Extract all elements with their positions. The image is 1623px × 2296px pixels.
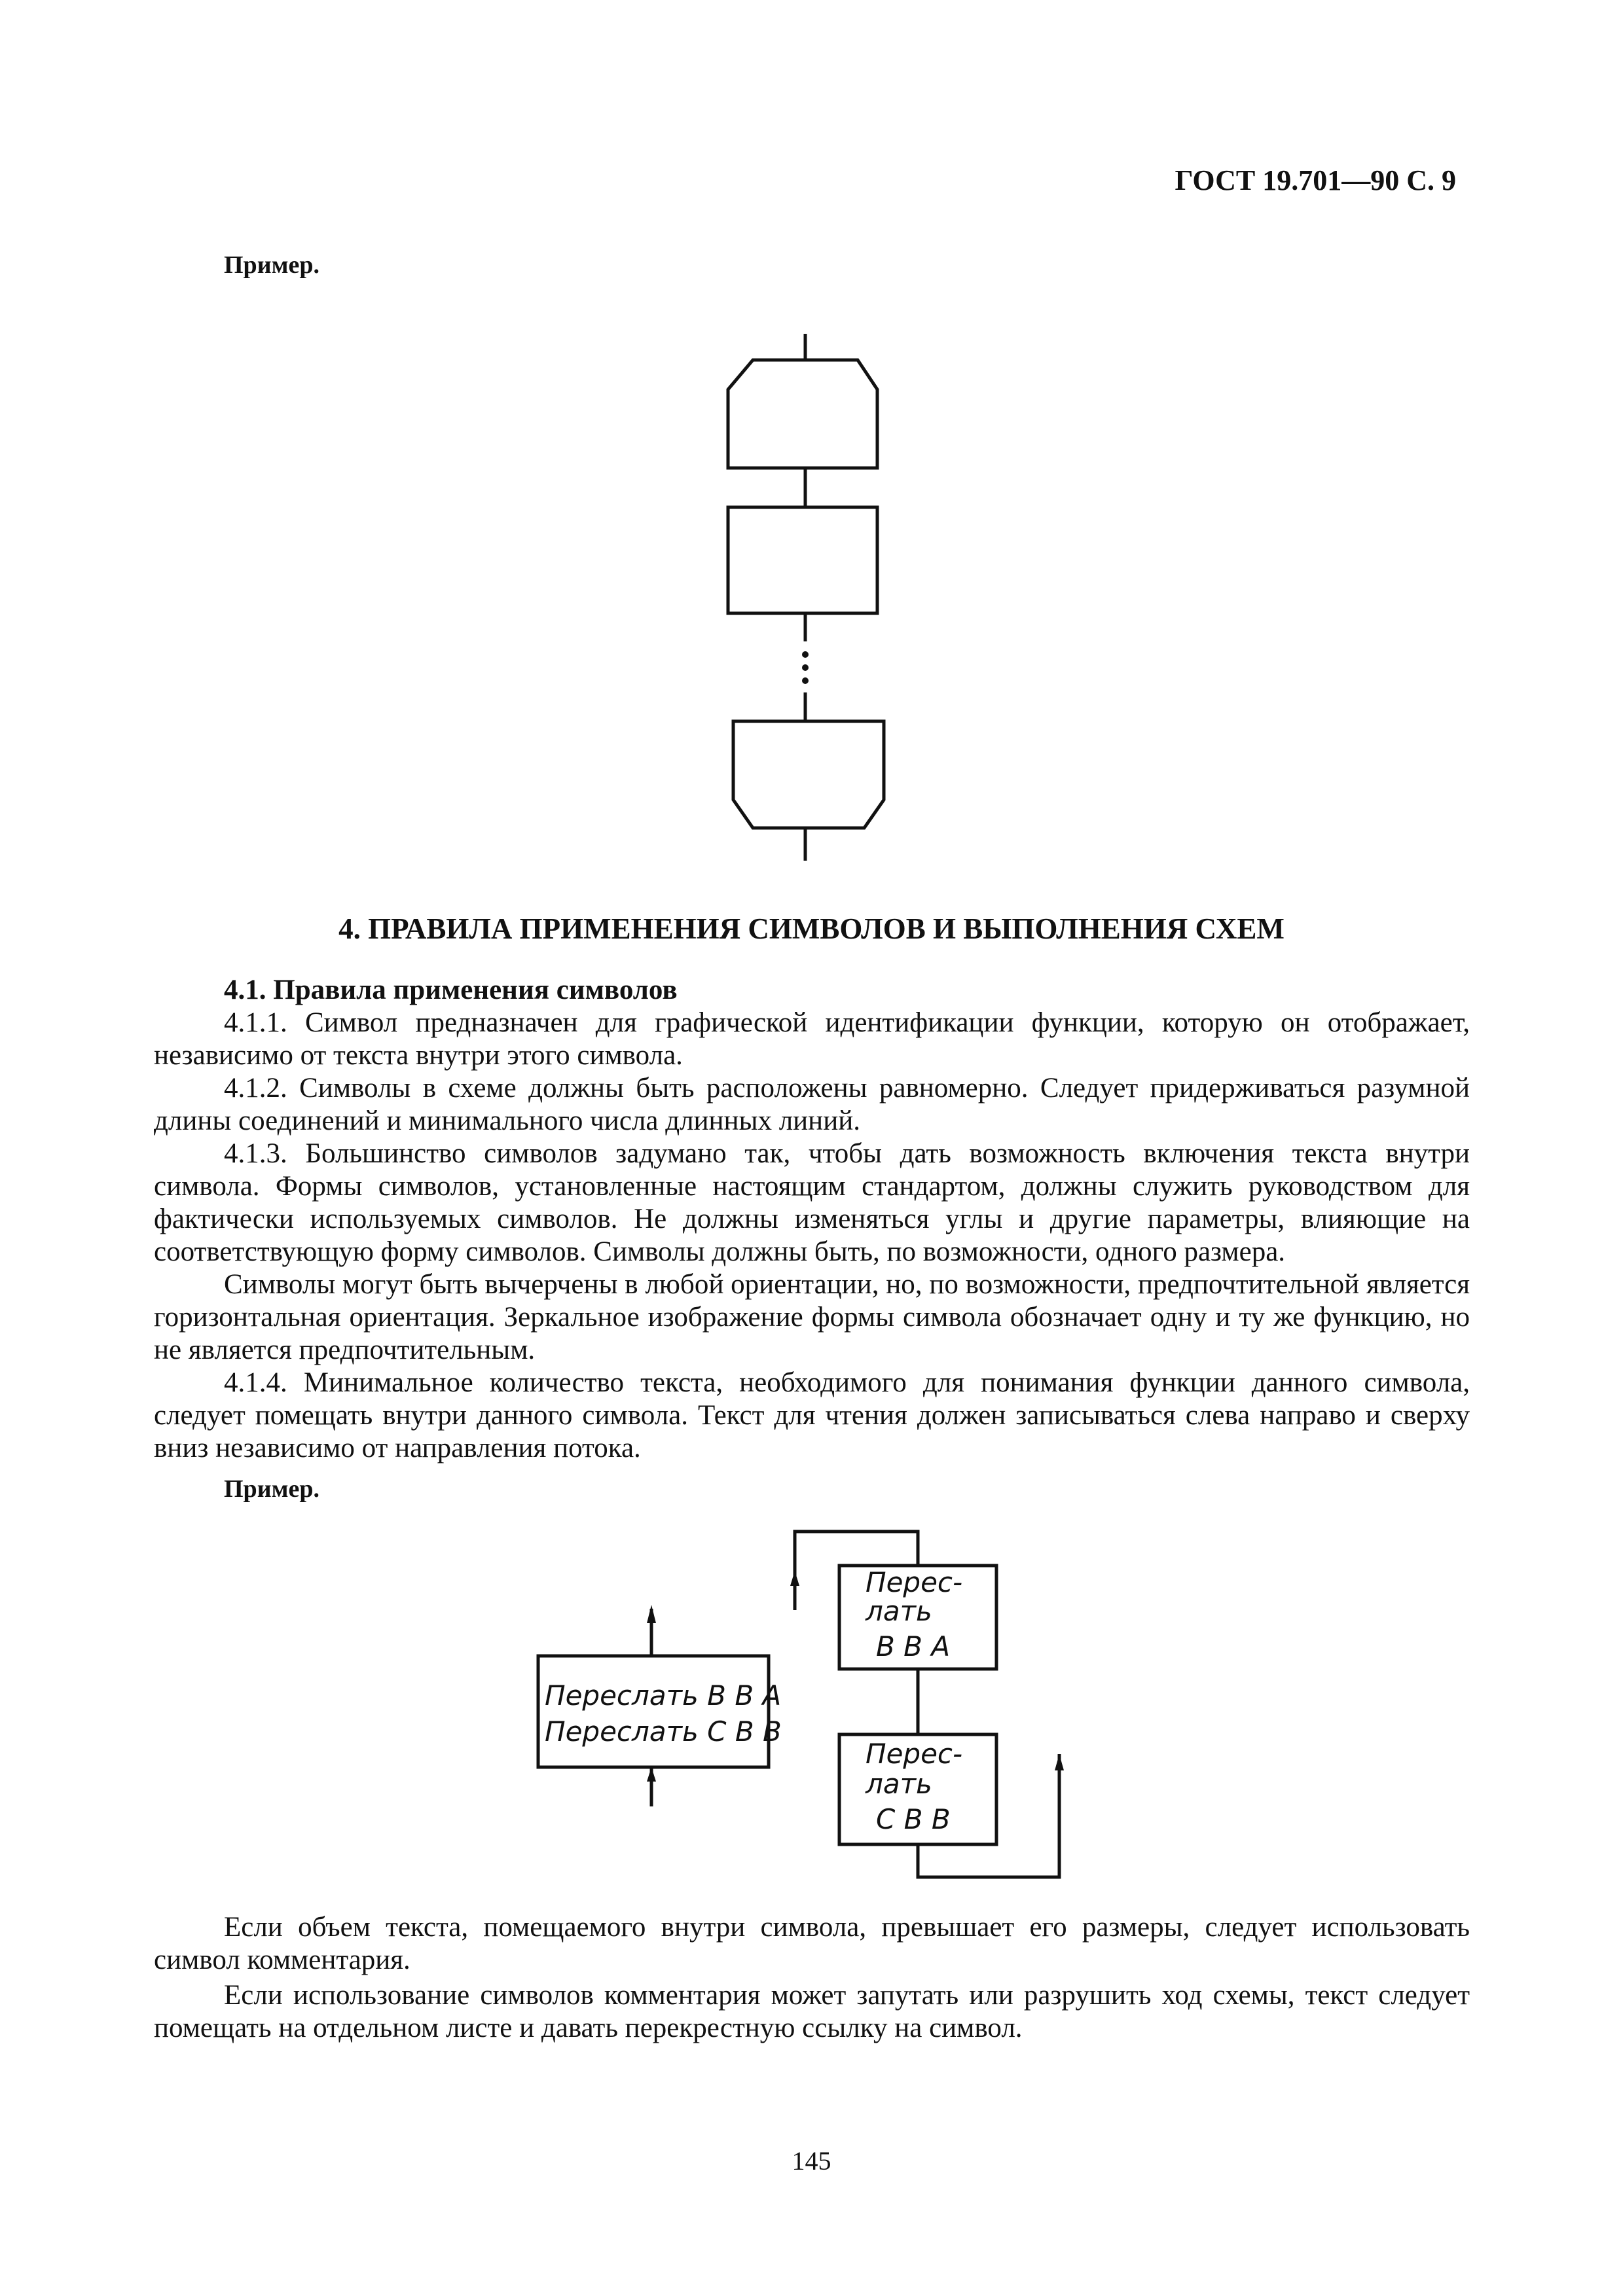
- subsection-title: 4.1. Правила применения символов: [224, 975, 678, 1005]
- big-box-line-2: Переслать С В В: [545, 1715, 782, 1748]
- main-text: [154, 974, 1470, 1465]
- bottom-box-line-3: С В В: [876, 1803, 951, 1835]
- paragraph-4-1-1: 4.1.1. Символ предназначен для графической идентификации функции, которую он отображает, независимо от текста внутри этого символа.: [154, 1007, 1470, 1071]
- loop-start-symbol: [728, 360, 877, 468]
- top-box-line-2: лать: [866, 1595, 932, 1627]
- example-label-2: Пример.: [224, 1475, 319, 1503]
- loop-end-symbol: [733, 721, 884, 828]
- page-header: ГОСТ 19.701—90 С. 9: [1175, 164, 1456, 196]
- ellipsis-dots: [802, 651, 809, 684]
- loop-limit-diagram: [714, 327, 910, 877]
- big-box-line-1: Переслать В В А: [545, 1679, 782, 1712]
- page-number: 145: [792, 2146, 831, 2176]
- bottom-box-line-1: Перес-: [866, 1738, 963, 1770]
- paragraph-cross-reference: Если использование символов комментария может запутать или разрушить ход схемы, текст следует помещать на отдельном листе и давать перекрестную ссылку на символ.: [154, 1980, 1470, 2043]
- section-title: 4. ПРАВИЛА ПРИМЕНЕНИЯ СИМВОЛОВ И ВЫПОЛНЕНИЯ СХЕМ: [338, 912, 1285, 945]
- text-in-symbols-diagram: [530, 1518, 1106, 1885]
- bottom-text: [154, 1911, 1470, 2045]
- process-symbol: [728, 507, 877, 613]
- top-box-line-3: В В А: [876, 1630, 951, 1662]
- bottom-box-line-2: лать: [866, 1768, 932, 1800]
- big-process-box: [538, 1656, 769, 1767]
- paragraph-4-1-4: 4.1.4. Минимальное количество текста, необходимого для понимания функции данного символа, следует помещать внутри данного символа. Текст для чтения должен записываться слева направо и сверху вниз независимо от направления потока.: [154, 1367, 1470, 1463]
- paragraph-4-1-3: 4.1.3. Большинство символов задумано так, чтобы дать возможность включения текста внутри символа. Формы символов, установленные настоящим стандартом, должны служить руководством для фактически используемых символов. Не должны изменяться углы и другие параметры, влияющие на соответствующую форму символов. Символы должны быть, по возможности, одного размера.: [154, 1138, 1470, 1267]
- paragraph-4-1-2: 4.1.2. Символы в схеме должны быть расположены равномерно. Следует придерживаться разумной длины соединений и минимального числа длинных линий.: [154, 1073, 1470, 1136]
- paragraph-comment-symbol: Если объем текста, помещаемого внутри символа, превышает его размеры, следует использовать символ комментария.: [154, 1912, 1470, 1975]
- paragraph-orientation: Символы могут быть вычерчены в любой ориентации, но, по возможности, предпочтительной является горизонтальная ориентация. Зеркальное изображение формы символа обозначает одну и ту же функцию, но не является предпочтительным.: [154, 1269, 1470, 1365]
- top-box-line-1: Перес-: [866, 1566, 963, 1598]
- example-label-1: Пример.: [224, 251, 319, 279]
